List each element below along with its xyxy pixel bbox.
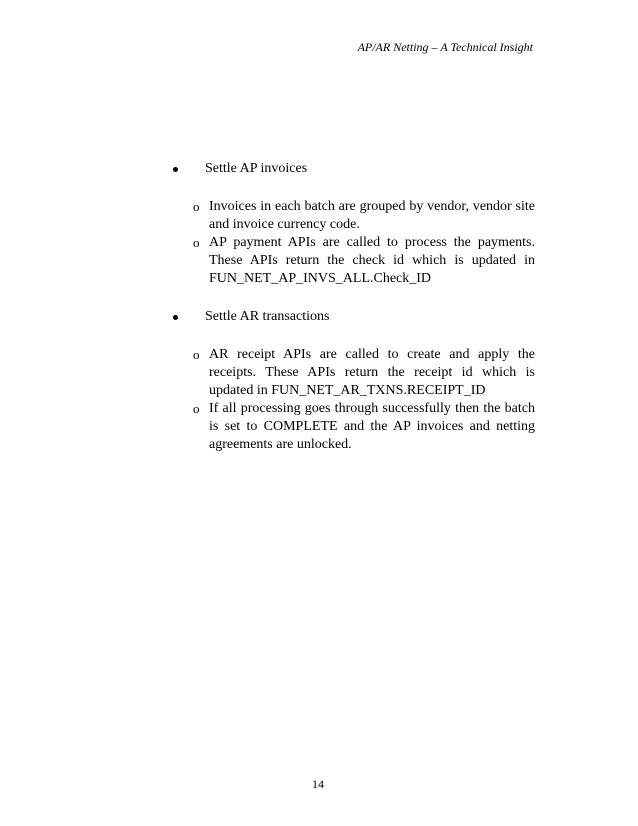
sub-bullet-item	[193, 400, 535, 454]
bullet-title: Settle AP invoices	[205, 161, 308, 176]
bullet-dot-icon	[173, 315, 178, 320]
circle-bullet-icon: o	[193, 347, 200, 362]
page-number: 14	[312, 777, 324, 791]
circle-bullet-icon: o	[193, 235, 200, 250]
sub-bullet-text: Invoices in each batch are grouped by vendor, vendor site and invoice currency code.	[209, 199, 535, 232]
bullet-section-settle-ar	[173, 308, 535, 454]
bullet-heading	[173, 160, 535, 178]
circle-bullet-icon: o	[193, 199, 200, 214]
bullet-dot-icon	[173, 167, 178, 172]
sub-bullet-item	[193, 198, 535, 234]
sub-bullet-list	[193, 346, 535, 454]
circle-bullet-icon: o	[193, 401, 200, 416]
bullet-section-settle-ap	[173, 160, 535, 288]
sub-bullet-text: AR receipt APIs are called to create and apply the receipts. These APIs return the receipt id which is updated in FUN_NET_AR_TXNS.RECEIPT_ID	[209, 347, 535, 398]
bullet-heading	[173, 308, 535, 326]
sub-bullet-item	[193, 234, 535, 288]
sub-bullet-item	[193, 346, 535, 400]
sub-bullet-list	[193, 198, 535, 288]
sub-bullet-text: If all processing goes through successfully then the batch is set to COMPLETE and the AP invoices and netting agreements are unlocked.	[209, 401, 535, 452]
sub-bullet-text: AP payment APIs are called to process the payments. These APIs return the check id which is updated in FUN_NET_AP_INVS_ALL.Check_ID	[209, 235, 535, 286]
document-body	[173, 160, 535, 454]
page-header-title: AP/AR Netting – A Technical Insight	[357, 40, 533, 54]
bullet-title: Settle AR transactions	[205, 309, 330, 324]
